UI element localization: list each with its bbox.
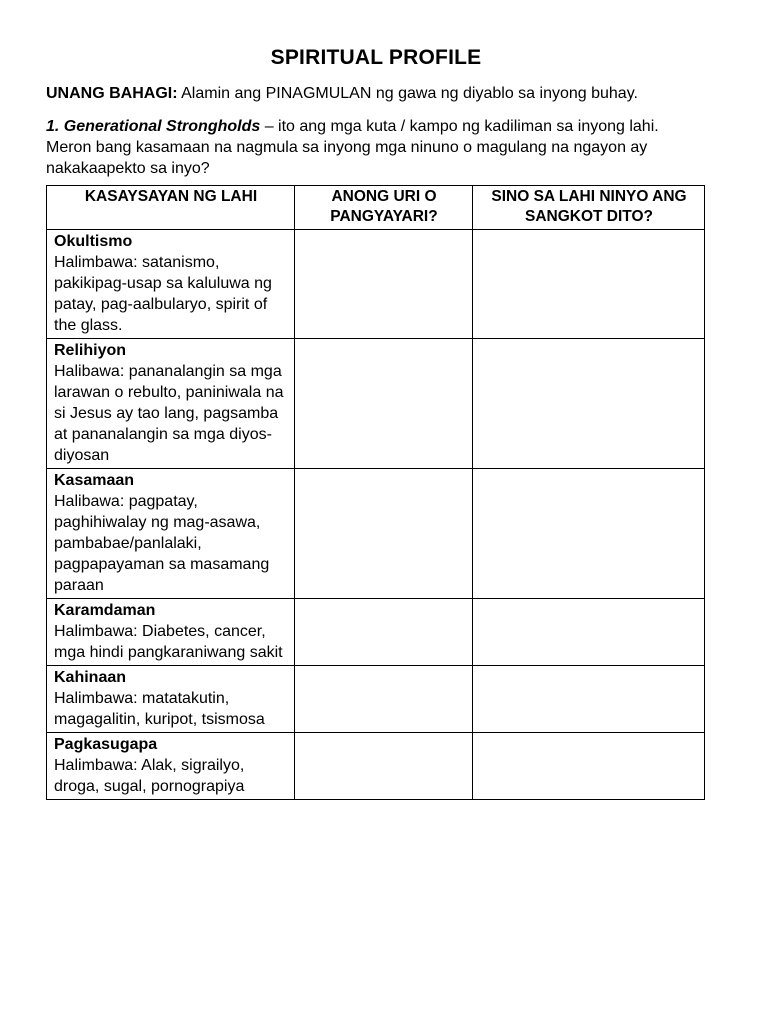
answer-cell-who[interactable] [473, 666, 705, 733]
row-category: Kasamaan [54, 472, 135, 489]
row-description-cell [47, 666, 295, 733]
answer-cell-kind[interactable] [295, 599, 473, 666]
row-example: Halibawa: pananalangin sa mga larawan o rebulto, paniniwala na si Jesus ay tao lang, pagsamba at pananalangin sa mga diyos-diyosan [54, 363, 284, 464]
row-description-cell [47, 733, 295, 800]
row-description-cell [47, 599, 295, 666]
intro-text: Alamin ang PINAGMULAN ng gawa ng diyablo sa inyong buhay. [177, 85, 638, 102]
answer-cell-who[interactable] [473, 230, 705, 339]
intro-label: UNANG BAHAGI: [46, 85, 178, 102]
table-row [47, 339, 705, 469]
answer-cell-kind[interactable] [295, 666, 473, 733]
row-example: Halimbawa: Alak, sigrailyo, droga, sugal, pornograpiya [54, 757, 245, 795]
column-header-history: KASAYSAYAN NG LAHI [47, 186, 295, 230]
answer-cell-who[interactable] [473, 733, 705, 800]
table-row [47, 666, 705, 733]
column-header-who: SINO SA LAHI NINYO ANG SANGKOT DITO? [473, 186, 705, 230]
row-category: Kahinaan [54, 669, 127, 686]
column-header-kind: ANONG URI O PANGYAYARI? [295, 186, 473, 230]
section-text: – ito ang mga kuta / kampo ng kadiliman sa inyong lahi. Meron bang kasamaan na nagmula sa inyong mga ninuno o magulang na ngayon ay nakakaapekto sa inyo? [46, 118, 659, 177]
row-description-cell [47, 339, 295, 469]
answer-cell-who[interactable] [473, 469, 705, 599]
row-example: Halimbawa: Diabetes, cancer, mga hindi pangkaraniwang sakit [54, 623, 283, 661]
answer-cell-kind[interactable] [295, 733, 473, 800]
row-description-cell [47, 230, 295, 339]
section-paragraph [46, 116, 706, 179]
page-title: SPIRITUAL PROFILE [270, 46, 482, 69]
answer-cell-who[interactable] [473, 599, 705, 666]
intro-paragraph [46, 83, 706, 104]
row-category: Okultismo [54, 233, 133, 250]
answer-cell-kind[interactable] [295, 469, 473, 599]
section-heading: 1. Generational Strongholds [46, 118, 261, 135]
row-example: Halimbawa: satanismo, pakikipag-usap sa kaluluwa ng patay, pag-aalbularyo, spirit of the glass. [54, 254, 272, 334]
table-row [47, 733, 705, 800]
strongholds-table [46, 185, 705, 800]
table-row [47, 599, 705, 666]
table-row [47, 230, 705, 339]
table-header-row [47, 186, 705, 230]
document-page [46, 46, 706, 800]
answer-cell-who[interactable] [473, 339, 705, 469]
table-row [47, 469, 705, 599]
row-category: Relihiyon [54, 342, 127, 359]
row-category: Karamdaman [54, 602, 156, 619]
answer-cell-kind[interactable] [295, 230, 473, 339]
row-example: Halibawa: pagpatay, paghihiwalay ng mag-asawa, pambabae/panlalaki, pagpapayaman sa masamang paraan [54, 493, 270, 594]
row-category: Pagkasugapa [54, 736, 158, 753]
row-example: Halimbawa: matatakutin, magagalitin, kuripot, tsismosa [54, 690, 265, 728]
answer-cell-kind[interactable] [295, 339, 473, 469]
row-description-cell [47, 469, 295, 599]
